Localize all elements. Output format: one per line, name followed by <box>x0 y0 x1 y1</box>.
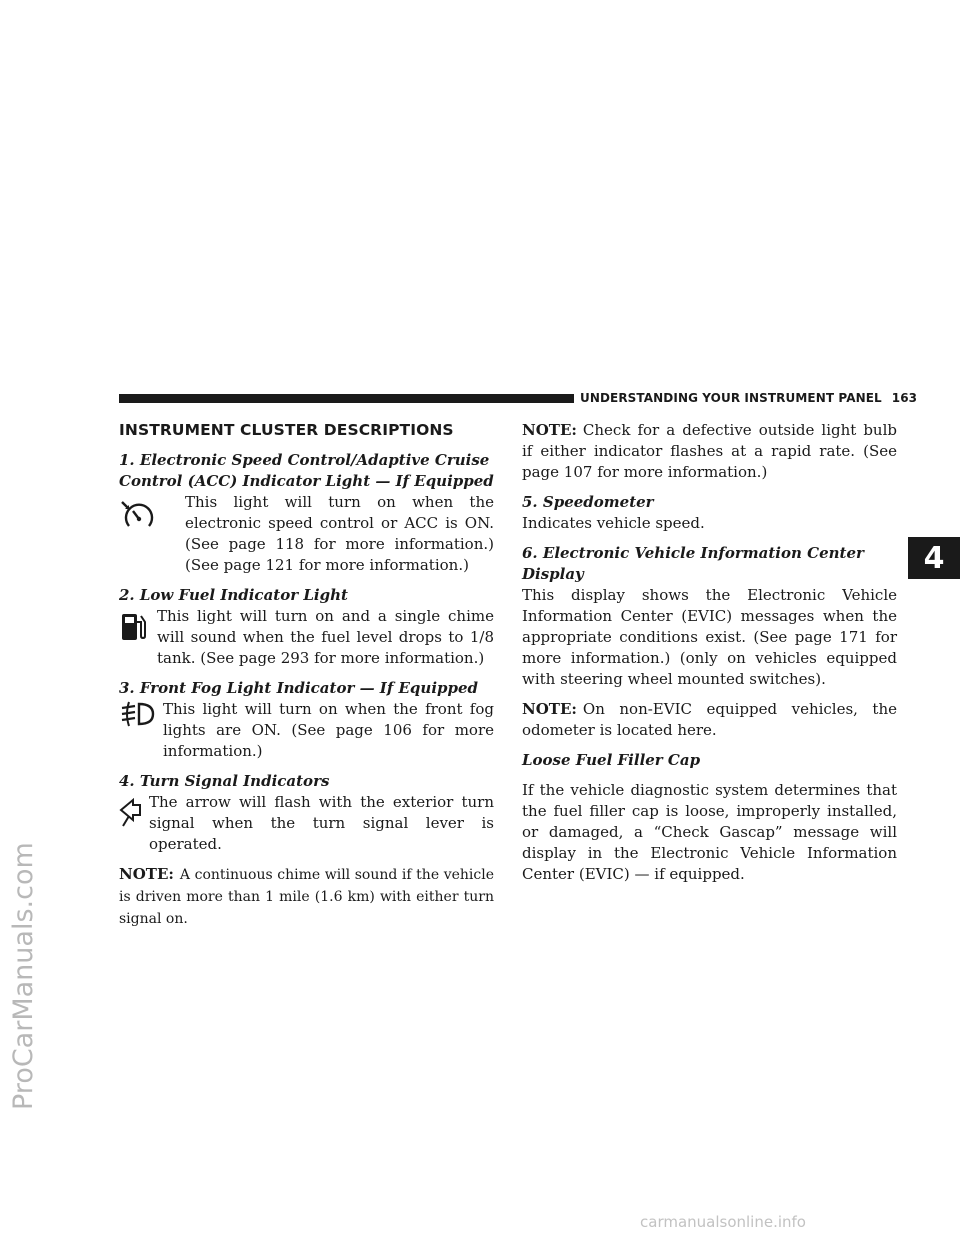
speed-control-icon <box>119 492 185 538</box>
front-fog-light-icon <box>119 699 163 733</box>
note-text: On non-EVIC equipped vehicles, the odometer is located here. <box>522 700 897 739</box>
item-title: 5. Speedometer <box>522 493 654 511</box>
note-odometer <box>522 699 897 741</box>
item-fog-light <box>119 678 494 762</box>
fuel-pump-icon <box>119 606 157 650</box>
left-column <box>119 420 494 939</box>
item-evic <box>522 543 897 690</box>
item-title: 6. Electronic Vehicle Information Center Display <box>522 544 864 583</box>
item-text: The arrow will flash with the exterior turn signal when the turn signal lever is operated. <box>149 793 494 853</box>
note-turn-signal <box>119 864 494 930</box>
loose-cap-text: If the vehicle diagnostic system determines that the fuel filler cap is loose, improperly installed, or damaged, a “Check Gascap” message will display in the Electronic Vehicle Information Center (EVIC) — if equipped. <box>522 781 897 883</box>
item-turn-signal <box>119 771 494 855</box>
note-text: A continuous chime will sound if the vehicle is driven more than 1 mile (1.6 km) with either turn signal on. <box>119 867 494 927</box>
item-text: This light will turn on when the front fog lights are ON. (See page 106 for more information.) <box>163 700 494 760</box>
item-title: 1. Electronic Speed Control/Adaptive Cruise Control (ACC) Indicator Light — If Equipped <box>119 451 494 490</box>
item-low-fuel <box>119 585 494 669</box>
item-title: 4. Turn Signal Indicators <box>119 772 330 790</box>
running-head <box>580 391 917 405</box>
chapter-tab: 4 <box>908 537 960 579</box>
note-label: NOTE: <box>522 421 577 439</box>
turn-signal-arrow-icon <box>119 792 149 834</box>
item-text: This display shows the Electronic Vehicle Information Center (EVIC) messages when the appropriate conditions exist. (See page 171 for more information.) (only on vehicles equipped with steering wheel mounted switches). <box>522 586 897 688</box>
note-text: Check for a defective outside light bulb if either indicator flashes at a rapid rate. (See page 107 for more information.) <box>522 421 897 481</box>
item-speed-control <box>119 450 494 576</box>
right-column <box>522 420 897 894</box>
item-title: 3. Front Fog Light Indicator — If Equipped <box>119 679 479 697</box>
note-label: NOTE: <box>119 865 174 883</box>
page-number: 163 <box>891 391 918 405</box>
note-bulb <box>522 420 897 483</box>
item-speedometer <box>522 492 897 534</box>
item-text: This light will turn on when the electronic speed control or ACC is ON. (See page 118 for more information.) (See page 121 for more information.) <box>185 493 494 574</box>
header-rule <box>119 394 572 403</box>
header-square <box>565 394 574 403</box>
side-watermark: ProCarManuals.com <box>8 842 39 1110</box>
note-label: NOTE: <box>522 700 577 718</box>
item-title: 2. Low Fuel Indicator Light <box>119 586 348 604</box>
loose-cap-title: Loose Fuel Filler Cap <box>522 751 701 769</box>
footer-watermark: carmanualsonline.info <box>640 1213 806 1231</box>
running-head-title: UNDERSTANDING YOUR INSTRUMENT PANEL <box>580 391 882 405</box>
item-text: This light will turn on and a single chime will sound when the fuel level drops to 1/8 tank. (See page 293 for more information.) <box>157 607 494 667</box>
section-title: INSTRUMENT CLUSTER DESCRIPTIONS <box>119 421 454 439</box>
item-text: Indicates vehicle speed. <box>522 514 705 532</box>
